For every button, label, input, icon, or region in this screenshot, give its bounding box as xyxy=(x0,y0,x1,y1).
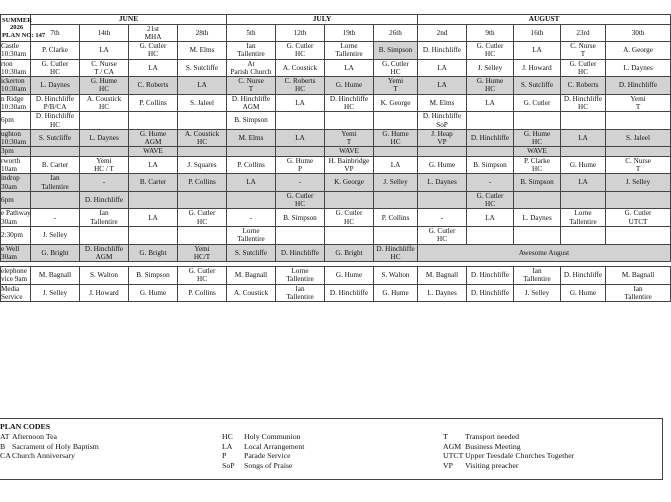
plan-code: AT xyxy=(0,432,10,441)
date-header-5: 5th xyxy=(227,24,276,42)
preacher-cell xyxy=(561,147,606,156)
preacher-cell: J. Howard xyxy=(80,284,129,302)
preacher-cell xyxy=(514,226,561,244)
plan-code-meaning: Sacrament of Holy Baptism xyxy=(12,441,99,451)
preacher-cell: G. Hume AGM xyxy=(129,129,178,147)
preacher-cell: G. Cutler HC xyxy=(31,59,80,77)
preacher-cell: G. Cutler HC xyxy=(129,42,178,60)
preacher-cell: D. Hinchliffe HC xyxy=(374,244,418,262)
date-header-4: 28th xyxy=(178,24,227,42)
preacher-cell: D. Hinchliffe xyxy=(467,129,514,147)
preacher-cell: P. Collins xyxy=(227,156,276,174)
preacher-cell: J. Selley xyxy=(514,284,561,302)
preacher-cell xyxy=(514,112,561,130)
preacher-cell: LA xyxy=(276,129,325,147)
preacher-cell: LA xyxy=(561,174,606,192)
preacher-cell: B. Simpson xyxy=(514,174,561,192)
preacher-cell xyxy=(178,147,227,156)
plan-code-meaning: Transport needed xyxy=(465,432,520,441)
preacher-cell: L. Daynes xyxy=(80,129,129,147)
preacher-cell: Lorne Tallentire xyxy=(325,42,374,60)
preacher-cell: G. Hume xyxy=(325,267,374,285)
preacher-cell: D. Hinchliffe xyxy=(276,244,325,262)
preacher-cell: D. Hinchliffe xyxy=(80,191,129,209)
preacher-cell: D. Hinchliffe AGM xyxy=(227,94,276,112)
preacher-cell xyxy=(129,226,178,244)
preacher-cell: J. Howard xyxy=(514,59,561,77)
date-header-11: 16th xyxy=(514,24,561,42)
date-header-10: 9th xyxy=(467,24,514,42)
preacher-cell: B. Simpson xyxy=(276,209,325,227)
plan-code-entry xyxy=(222,461,293,470)
date-header-12: 23rd xyxy=(561,24,606,42)
plan-codes-title: PLAN CODES xyxy=(0,422,51,431)
preacher-cell: LA xyxy=(129,156,178,174)
preacher-cell: G. Hume HC xyxy=(467,77,514,95)
service-row xyxy=(1,112,671,130)
service-row xyxy=(1,94,671,112)
preacher-cell: P. Clarke xyxy=(31,42,80,60)
preacher-cell: - xyxy=(227,209,276,227)
preacher-cell: G. Bright xyxy=(31,244,80,262)
preacher-cell xyxy=(227,147,276,156)
extra-service-row xyxy=(1,284,671,302)
preacher-cell: B. Simpson xyxy=(467,156,514,174)
preacher-cell: S. Sutcliffe xyxy=(227,244,276,262)
preacher-cell: LA xyxy=(418,59,467,77)
preacher-cell: D. Hinchliffe xyxy=(561,267,606,285)
preacher-cell: D. Hinchliffe xyxy=(467,267,514,285)
plan-code: LA xyxy=(222,441,233,451)
preacher-cell: Yemi T xyxy=(325,129,374,147)
service-label: 6pm xyxy=(1,191,31,209)
preacher-cell: G. Cutler HC xyxy=(178,267,227,285)
preacher-cell xyxy=(227,191,276,209)
preacher-cell: G. Cutler HC xyxy=(178,209,227,227)
preacher-cell: S. Jaleel xyxy=(606,129,671,147)
plan-code-meaning: Local Arrangement xyxy=(244,441,305,451)
preacher-cell: J. Selley xyxy=(374,174,418,192)
year-label: 2026 xyxy=(10,24,24,32)
date-header-3: 21st MHA xyxy=(129,24,178,42)
preacher-cell: A. Coustick xyxy=(227,284,276,302)
service-label: 3pm xyxy=(1,147,31,156)
preacher-cell xyxy=(374,112,418,130)
preacher-cell: Yemi HC / T xyxy=(80,156,129,174)
preacher-cell: M. Elms xyxy=(227,129,276,147)
preacher-cell: Yemi T xyxy=(374,77,418,95)
preacher-cell: Ian Tallentire xyxy=(31,174,80,192)
preacher-cell: P. Collins xyxy=(178,174,227,192)
preacher-cell xyxy=(325,191,374,209)
preacher-cell: WAVE xyxy=(514,147,561,156)
preacher-cell: C. Nurse T / CA xyxy=(80,59,129,77)
preacher-cell: G. Hume xyxy=(129,284,178,302)
service-label: 6pm xyxy=(1,112,31,130)
plan-code: CA xyxy=(0,451,11,460)
preacher-cell: K. George xyxy=(325,174,374,192)
preacher-cell xyxy=(606,112,671,130)
date-header-7: 19th xyxy=(325,24,374,42)
preacher-cell xyxy=(561,112,606,130)
service-label: 2:30pm xyxy=(1,226,31,244)
preacher-cell: B. Carter xyxy=(129,174,178,192)
preacher-cell xyxy=(276,112,325,130)
preacher-cell: D. Hinchliffe SoP xyxy=(418,112,467,130)
service-row xyxy=(1,156,671,174)
preacher-cell: G. Hume HC xyxy=(514,129,561,147)
plan-code-entry xyxy=(222,442,304,451)
preacher-cell: LA xyxy=(325,59,374,77)
service-row xyxy=(1,174,671,192)
preacher-cell: S. Walton xyxy=(374,267,418,285)
plan-code-meaning: Visiting preacher xyxy=(465,460,519,470)
preacher-cell: LA xyxy=(561,129,606,147)
plan-code-meaning: Afternoon Tea xyxy=(12,432,57,441)
preacher-cell: Ian Tallentire xyxy=(276,284,325,302)
preacher-cell xyxy=(178,191,227,209)
plan-code-meaning: Songs of Praise xyxy=(244,460,293,470)
preacher-cell: D. Hinchliffe HC xyxy=(31,112,80,130)
preacher-cell: LA xyxy=(80,42,129,60)
preacher-cell: D. Hinchliffe xyxy=(606,77,671,95)
preacher-cell: Ian Tallentire xyxy=(80,209,129,227)
date-header-9: 2nd xyxy=(418,24,467,42)
plan-code-meaning: Upper Teesdale Churches Together xyxy=(465,451,575,460)
service-label: ughton 10:30am xyxy=(1,129,31,147)
preacher-cell: WAVE xyxy=(129,147,178,156)
preacher-cell: - xyxy=(418,209,467,227)
preacher-cell: G. Cutler HC xyxy=(418,226,467,244)
preacher-cell: S. Sutcliffe xyxy=(178,59,227,77)
preacher-cell xyxy=(418,147,467,156)
preacher-cell xyxy=(606,147,671,156)
service-row xyxy=(1,59,671,77)
service-label: e Well 30am xyxy=(1,244,31,262)
preacher-cell: C. Nurse T xyxy=(606,156,671,174)
preacher-cell xyxy=(80,147,129,156)
preacher-cell: M. Elms xyxy=(178,42,227,60)
preacher-cell: L. Daynes xyxy=(514,209,561,227)
service-row xyxy=(1,147,671,156)
service-row xyxy=(1,244,671,262)
preacher-cell xyxy=(80,226,129,244)
preacher-cell: G. Bright xyxy=(325,244,374,262)
service-row xyxy=(1,42,671,60)
preacher-cell xyxy=(325,112,374,130)
month-june: JUNE xyxy=(31,15,227,25)
service-label: Castle 10:30am xyxy=(1,42,31,60)
preacher-cell: - xyxy=(31,209,80,227)
plan-code-entry xyxy=(0,432,57,441)
preacher-cell: B. Simpson xyxy=(227,112,276,130)
service-row xyxy=(1,129,671,147)
preacher-cell: LA xyxy=(374,156,418,174)
preacher-cell: D. Hinchliffe HC xyxy=(561,94,606,112)
service-label: e Pathway 30am xyxy=(1,209,31,226)
plan-code: AGM xyxy=(443,441,462,451)
preacher-cell: J. Heap VP xyxy=(418,129,467,147)
preacher-cell: M. Bagnall xyxy=(418,267,467,285)
service-row xyxy=(1,226,671,244)
plan-header-cell xyxy=(1,15,46,42)
preacher-cell: P. Collins xyxy=(374,209,418,227)
preacher-cell xyxy=(561,226,606,244)
preacher-cell: H. Bainbridge VP xyxy=(325,156,374,174)
preacher-cell xyxy=(325,226,374,244)
preacher-cell: G. Cutler HC xyxy=(325,209,374,227)
preacher-cell: D. Hinchliffe P/B/CA xyxy=(31,94,80,112)
preacher-cell xyxy=(467,112,514,130)
service-label: elephone vice 9am xyxy=(1,267,31,285)
preacher-cell xyxy=(418,191,467,209)
preacher-cell: G. Cutler HC xyxy=(276,42,325,60)
plan-code-entry xyxy=(443,432,519,441)
preacher-cell xyxy=(31,147,80,156)
preacher-cell: J. Selley xyxy=(606,174,671,192)
preacher-cell: G. Hume HC xyxy=(80,77,129,95)
awesome-august-cell: Awesome August xyxy=(418,244,671,262)
preacher-cell: G. Cutler HC xyxy=(467,42,514,60)
preacher-cell: L. Daynes xyxy=(606,59,671,77)
service-label: rworth 10am xyxy=(1,156,31,174)
date-header-8: 26th xyxy=(374,24,418,42)
preacher-cell: P. Collins xyxy=(178,284,227,302)
plan-code: P xyxy=(222,451,227,460)
preacher-cell: B. Simpson xyxy=(129,267,178,285)
date-header-2: 14th xyxy=(80,24,129,42)
plan-code: UTCT xyxy=(443,451,464,460)
preacher-cell xyxy=(374,147,418,156)
preacher-cell: D. Hinchliffe xyxy=(325,284,374,302)
plan-code-meaning: Business Meeting xyxy=(465,441,521,451)
preacher-cell: Lorne Tallentire xyxy=(561,209,606,227)
preaching-plan-table xyxy=(0,14,671,302)
preacher-cell xyxy=(129,191,178,209)
preacher-cell: S. Jaleel xyxy=(178,94,227,112)
preacher-cell: S. Sutcliffe xyxy=(31,129,80,147)
preacher-cell: LA xyxy=(276,94,325,112)
preacher-cell: G. Hume xyxy=(561,284,606,302)
preacher-cell: J. Squares xyxy=(178,156,227,174)
service-label: ickerton 10:30am xyxy=(1,77,31,95)
preacher-cell: At Parish Church xyxy=(227,59,276,77)
preacher-cell xyxy=(514,191,561,209)
preacher-cell: P. Clarke HC xyxy=(514,156,561,174)
preacher-cell: M. Bagnall xyxy=(227,267,276,285)
plan-code-entry xyxy=(0,451,75,460)
preacher-cell: G. Hume HC xyxy=(374,129,418,147)
preacher-cell: LA xyxy=(514,42,561,60)
preacher-cell: G. Cutler HC xyxy=(467,191,514,209)
preacher-cell: B. Carter xyxy=(31,156,80,174)
preacher-cell: Ian Tallentire xyxy=(227,42,276,60)
plan-code: SoP xyxy=(222,460,235,470)
preacher-cell: A. Coustick HC xyxy=(178,129,227,147)
preacher-cell: Lorne Tallentire xyxy=(227,226,276,244)
preacher-cell: G. Hume P xyxy=(276,156,325,174)
preacher-cell: G. Cutler xyxy=(514,94,561,112)
service-label: indrop 30am xyxy=(1,174,31,192)
preacher-cell: M. Bagnall xyxy=(606,267,671,285)
preacher-cell xyxy=(561,191,606,209)
preacher-cell: L. Daynes xyxy=(31,77,80,95)
preacher-cell: G. Bright xyxy=(129,244,178,262)
preacher-cell: LA xyxy=(418,77,467,95)
preacher-cell: G. Cutler HC xyxy=(561,59,606,77)
preacher-cell: G. Cutler UTCT xyxy=(606,209,671,227)
plan-code: B xyxy=(0,441,6,451)
preacher-cell: P. Collins xyxy=(129,94,178,112)
preacher-cell: D. Hinchliffe HC xyxy=(325,94,374,112)
date-header-1: 7th xyxy=(31,24,80,42)
preacher-cell: D. Hinchliffe xyxy=(418,42,467,60)
preacher-cell: C. Roberts xyxy=(129,77,178,95)
preacher-cell xyxy=(31,191,80,209)
preacher-cell xyxy=(276,226,325,244)
preacher-cell: A. Coustick HC xyxy=(80,94,129,112)
preacher-cell xyxy=(276,147,325,156)
preacher-cell: C. Roberts HC xyxy=(276,77,325,95)
month-july: JULY xyxy=(227,15,418,25)
preacher-cell: Ian Tallentire xyxy=(606,284,671,302)
month-august: AUGUST xyxy=(418,15,671,25)
preacher-cell xyxy=(80,112,129,130)
preacher-cell xyxy=(606,191,671,209)
service-row xyxy=(1,77,671,95)
preacher-cell: G. Hume xyxy=(374,284,418,302)
extra-service-row xyxy=(1,267,671,285)
plan-code-entry xyxy=(443,442,521,451)
preacher-cell: G. Hume xyxy=(418,156,467,174)
plan-code-entry xyxy=(0,442,99,451)
plan-code-entry xyxy=(443,451,574,460)
preacher-cell: Lorne Tallentire xyxy=(276,267,325,285)
plan-number: PLAN NO: 147 xyxy=(2,31,46,39)
preacher-cell: - xyxy=(276,174,325,192)
preacher-cell: Yemi HC/T xyxy=(178,244,227,262)
date-header-13: 30th xyxy=(606,24,671,42)
preacher-cell: C. Nurse T xyxy=(227,77,276,95)
preacher-cell: Yemi T xyxy=(606,94,671,112)
preacher-cell: WAVE xyxy=(325,147,374,156)
preacher-cell: S. Walton xyxy=(80,267,129,285)
plan-code-entry xyxy=(222,451,291,460)
plan-codes-box xyxy=(0,418,663,480)
preacher-cell: LA xyxy=(178,77,227,95)
preacher-cell: LA xyxy=(467,209,514,227)
preacher-cell: B. Simpson xyxy=(374,42,418,60)
preacher-cell: L. Daynes xyxy=(418,174,467,192)
preacher-cell: LA xyxy=(467,94,514,112)
preacher-cell xyxy=(467,226,514,244)
plan-code-entry xyxy=(222,432,301,441)
plan-code: T xyxy=(443,432,448,441)
preacher-cell: M. Elms xyxy=(418,94,467,112)
plan-code: HC xyxy=(222,432,233,441)
preacher-cell: G. Hume xyxy=(561,156,606,174)
preacher-cell xyxy=(606,226,671,244)
preacher-cell: - xyxy=(467,174,514,192)
preacher-cell: Ian Tallentire xyxy=(514,267,561,285)
preacher-cell: L. Daynes xyxy=(418,284,467,302)
preacher-cell: LA xyxy=(129,209,178,227)
service-label: n Ridge 10:30am xyxy=(1,94,31,112)
preacher-cell xyxy=(467,147,514,156)
preacher-cell: G. Cutler HC xyxy=(374,59,418,77)
preacher-cell: K. George xyxy=(374,94,418,112)
preacher-cell: C. Roberts xyxy=(561,77,606,95)
preacher-cell: G. Hume xyxy=(325,77,374,95)
date-header-6: 12th xyxy=(276,24,325,42)
service-row xyxy=(1,191,671,209)
preacher-cell: D. Hinchliffe xyxy=(467,284,514,302)
preacher-cell: - xyxy=(80,174,129,192)
preacher-cell: J. Selley xyxy=(31,226,80,244)
service-label: rton 10:30am xyxy=(1,59,31,77)
date-header-row xyxy=(1,24,671,42)
service-row xyxy=(1,209,671,227)
plan-code-meaning: Parade Service xyxy=(244,451,291,460)
preacher-cell xyxy=(129,112,178,130)
preacher-cell: LA xyxy=(129,59,178,77)
preacher-cell: C. Nurse T xyxy=(561,42,606,60)
preacher-cell xyxy=(178,226,227,244)
preacher-cell xyxy=(178,112,227,130)
preacher-cell xyxy=(374,191,418,209)
preacher-cell: LA xyxy=(227,174,276,192)
preacher-cell: A. George xyxy=(606,42,671,60)
preacher-cell xyxy=(374,226,418,244)
plan-code-entry xyxy=(443,461,518,470)
preacher-cell: A. Coustick xyxy=(276,59,325,77)
service-label: Media Service xyxy=(1,284,31,302)
preacher-cell: D. Hinchliffe AGM xyxy=(80,244,129,262)
summer-label: SUMMER xyxy=(2,16,33,24)
preacher-cell: J. Selley xyxy=(31,284,80,302)
plan-code-meaning: Church Anniversary xyxy=(12,451,76,460)
preacher-cell: J. Selley xyxy=(467,59,514,77)
preacher-cell: M. Bagnall xyxy=(31,267,80,285)
preacher-cell: S. Sutcliffe xyxy=(514,77,561,95)
preacher-cell: G. Cutler HC xyxy=(276,191,325,209)
plan-code: VP xyxy=(443,460,453,470)
plan-code-meaning: Holy Communion xyxy=(244,432,301,441)
month-header-row xyxy=(1,15,671,25)
